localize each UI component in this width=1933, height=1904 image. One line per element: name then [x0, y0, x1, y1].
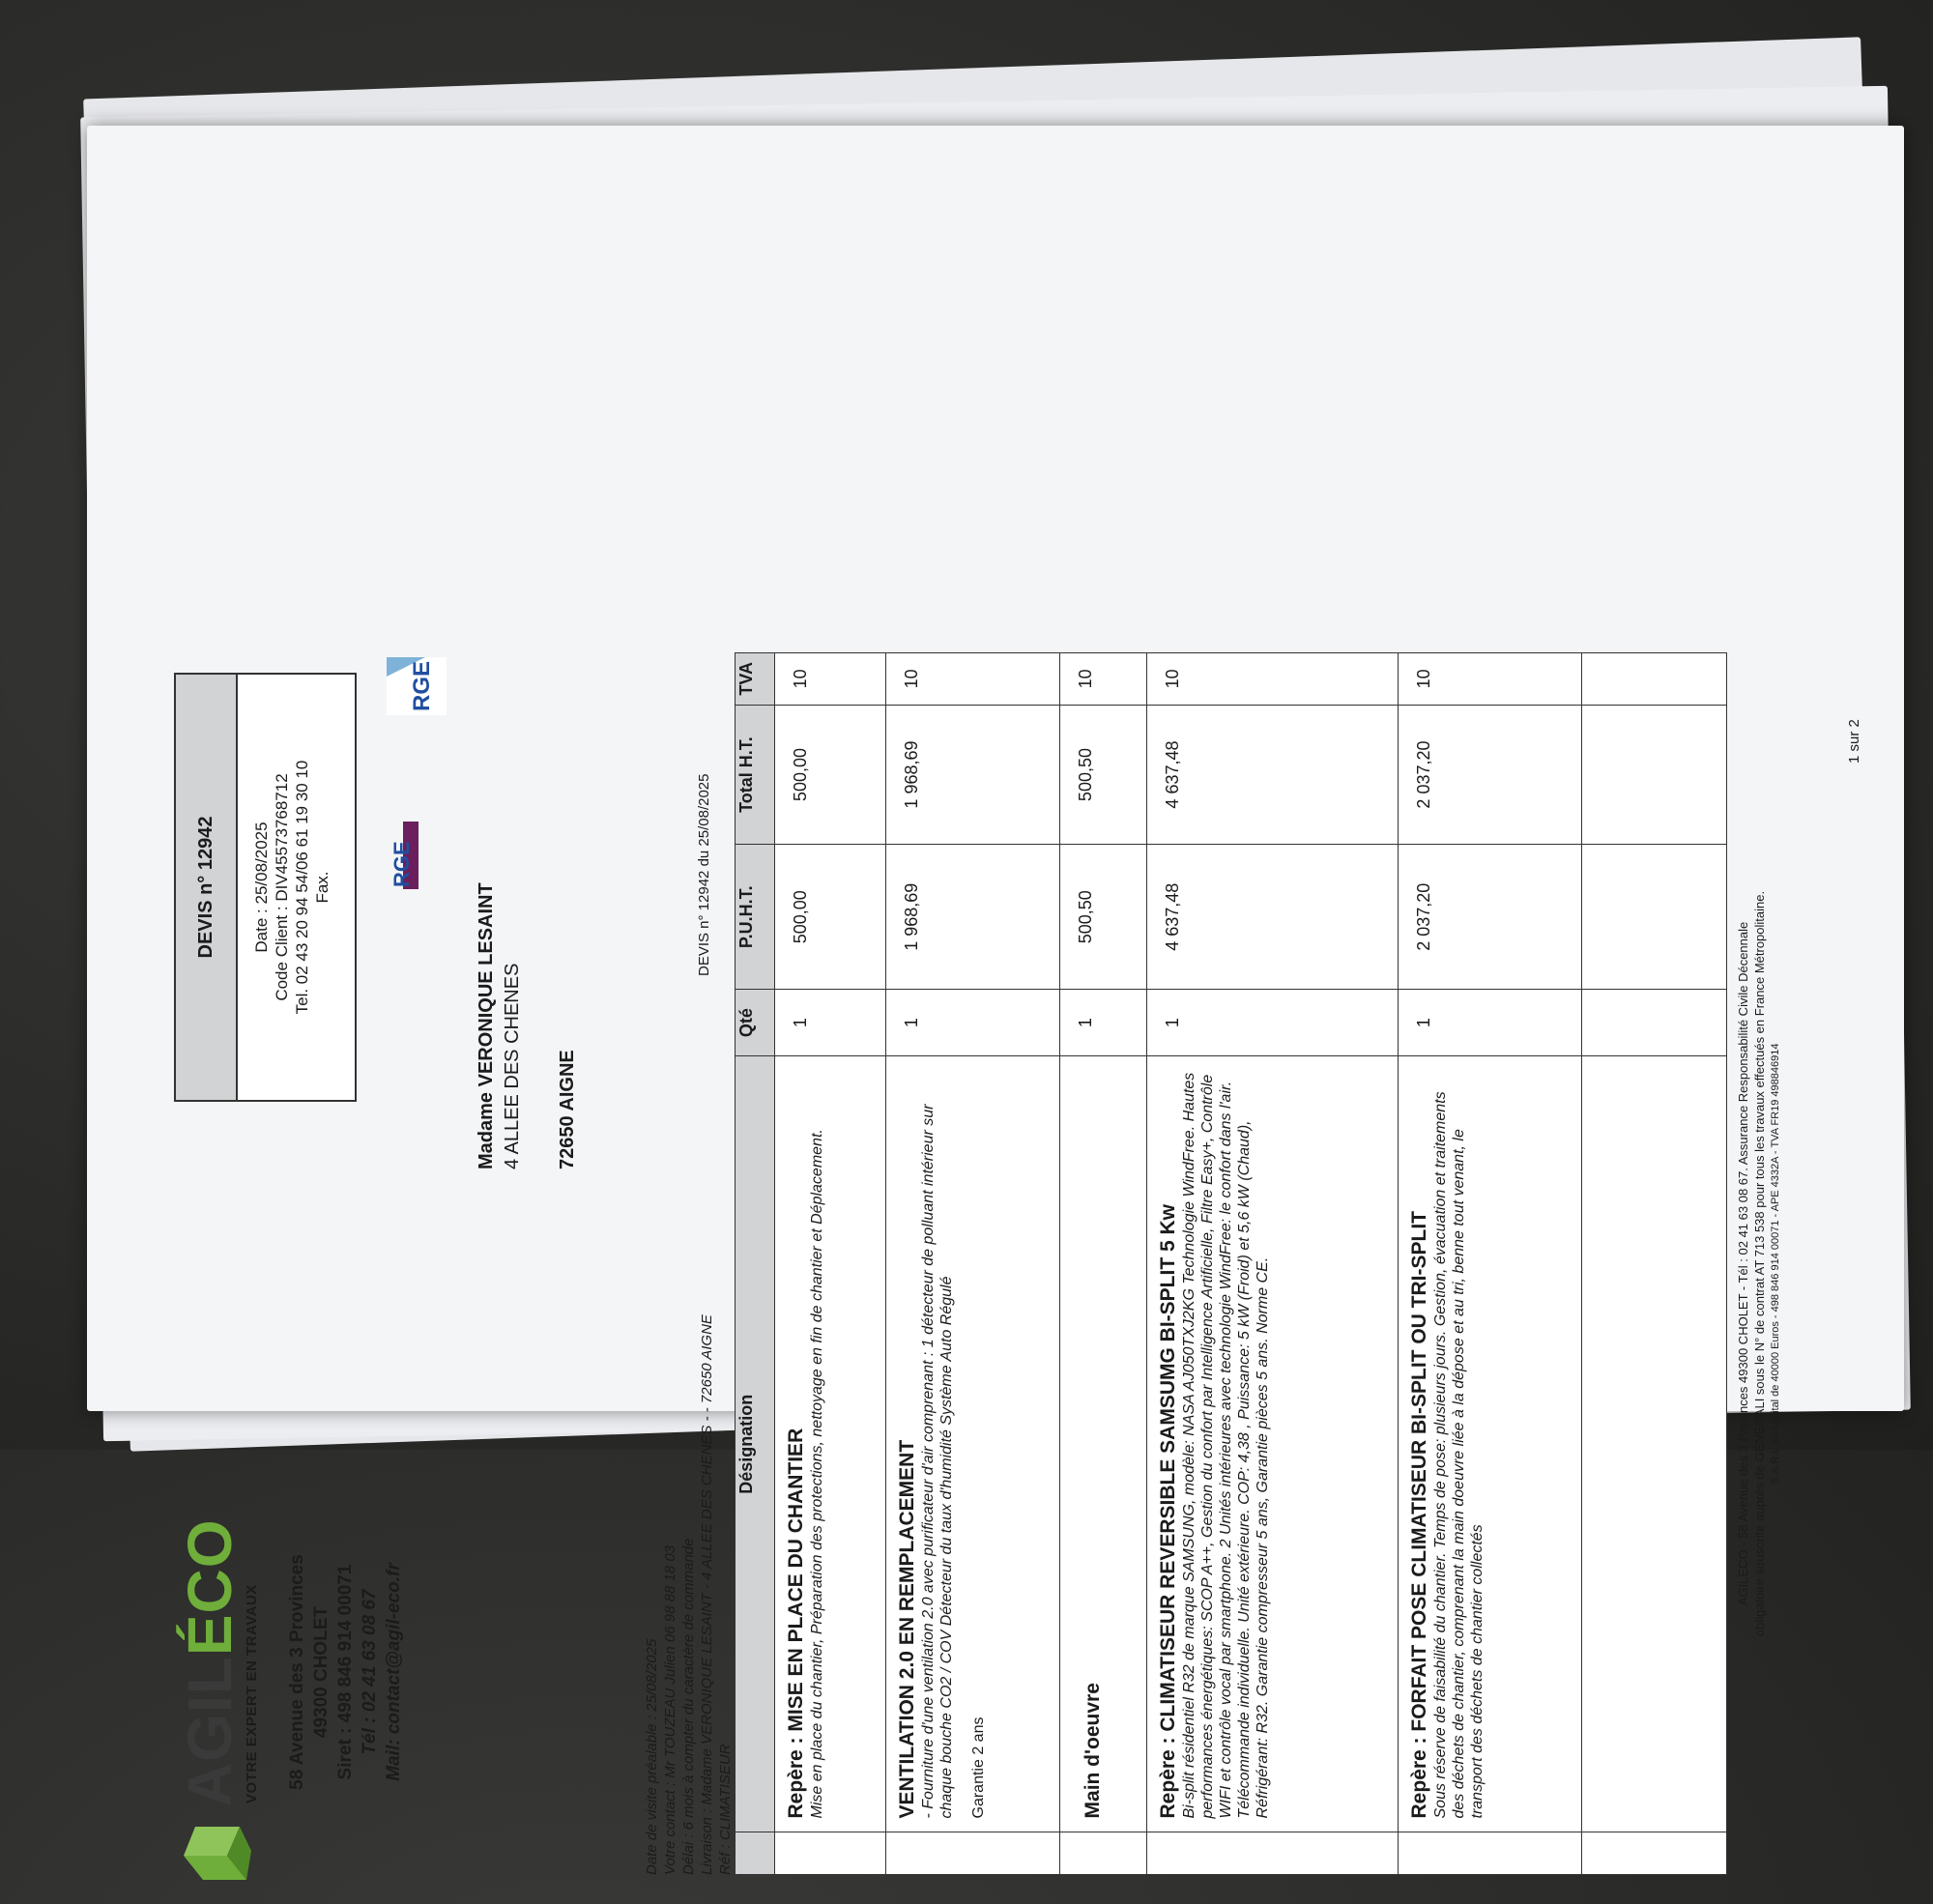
footer-line-3: S.A.R.L au capital de 40000 Euros - 498 846 914 00071 - APE 4332A - TVA FR19 498846914: [1770, 1043, 1781, 1485]
rge-logo-icon: [387, 657, 447, 715]
client-name: Madame VERONIQUE LESAINT: [476, 882, 497, 1169]
agileco-logo-icon: [174, 1817, 251, 1885]
svg-text:RGE: RGE: [389, 841, 414, 887]
header-designation: Désignation: [736, 1055, 775, 1832]
table-row: [886, 653, 1060, 1875]
company-address-block: [285, 1508, 406, 1836]
row-description: - Fourniture d'une ventilation 2.0 avec purificateur d'air comprenant : 1 détecteur de polluant intérieur sur chaque bouche CO2 / COV Détecteur du taux d'humidité Système Auto Régulé: [920, 1104, 955, 1819]
row-qte: 1: [775, 990, 886, 1056]
row-tva: 10: [1147, 653, 1399, 706]
row-title: Repère : CLIMATISEUR REVERSIBLE SAMSUMG BI-SPLIT 5 Kw: [1157, 1203, 1179, 1819]
row-qte: 1: [1399, 990, 1582, 1056]
table-row: [1147, 653, 1399, 1875]
row-title: Repère : MISE EN PLACE DU CHANTIER: [785, 1428, 807, 1819]
row-total: 500,00: [775, 705, 886, 845]
row-pu: 500,50: [1060, 845, 1147, 990]
row-description: Mise en place du chantier, Préparation des protections, nettoyage en fin de chantier et Déplacement.: [809, 1129, 825, 1819]
row-qte: 1: [1147, 990, 1399, 1056]
page-number: 1 sur 2: [1846, 719, 1862, 764]
header-pu: P.U.H.T.: [736, 845, 775, 990]
footer-line-2: obligatoire souscrite auprès de GENERALI sous le N° de contrat AT 713 538 pour tous les travaux effectués en France Métropolitaine.: [1752, 890, 1767, 1637]
devis-fax: Fax.: [313, 871, 332, 904]
table-row: [1399, 653, 1582, 1875]
table-row: [1060, 653, 1147, 1875]
row-tva: 10: [886, 653, 1060, 706]
header-blank: [736, 1832, 775, 1875]
company-siret: Siret : 498 846 914 00071: [335, 1564, 356, 1780]
row-guarantee: Garantie 2 ans: [970, 1716, 987, 1819]
row-title: Main d'oeuvre: [1082, 1683, 1104, 1819]
client-city: 72650 AIGNE: [557, 1050, 578, 1169]
rge-qualibat-logo-icon: [382, 822, 420, 889]
row-tva: 10: [1399, 653, 1582, 706]
row-title: VENTILATION 2.0 EN REMPLACEMENT: [896, 1439, 918, 1819]
quote-document: [116, 657, 1894, 1904]
header-qte: Qté: [736, 990, 775, 1056]
row-total: 1 968,69: [886, 705, 1060, 845]
devis-date: Date : 25/08/2025: [252, 822, 271, 953]
devis-tel: Tel. 02 43 20 94 54/06 61 19 30 10: [293, 760, 311, 1015]
quote-items-table: [735, 652, 1727, 1875]
row-pu: 2 037,20: [1399, 845, 1582, 990]
row-total: 4 637,48: [1147, 705, 1399, 845]
company-tel: Tél : 02 41 63 08 67: [360, 1589, 380, 1755]
meta-delai: Délai : 6 mois à compter du caractère de commande: [680, 1538, 697, 1875]
row-pu: 500,00: [775, 845, 886, 990]
row-tva: 10: [775, 653, 886, 706]
header-tva: TVA: [736, 653, 775, 706]
meta-livraison: Livraison : Madame VERONIQUE LESAINT - 4 ALLEE DES CHENES - - 72650 AIGNE: [699, 1314, 715, 1875]
devis-code-client: Code Client : DIV45573768712: [273, 773, 291, 1001]
meta-visite: Date de visite préalable : 25/08/2025: [644, 1638, 660, 1875]
quote-sheet: [87, 126, 1904, 1875]
table-row-blank: [1582, 653, 1727, 1875]
table-header-row: [736, 653, 775, 1875]
devis-reference: DEVIS n° 12942 du 25/08/2025: [696, 773, 712, 976]
company-mail: Mail: contact@agil-eco.fr: [384, 1563, 404, 1781]
footer-line-1: AGILECO - 58 Avenue des 3 Provinces 49300 CHOLET - Tél : 02 41 63 08 67. Assurance Responsabilité Civile Décennale: [1736, 921, 1750, 1606]
header-total: Total H.T.: [736, 705, 775, 845]
row-pu: 4 637,48: [1147, 845, 1399, 990]
row-pu: 1 968,69: [886, 845, 1060, 990]
quote-meta: [643, 1314, 735, 1875]
company-address: 58 Avenue des 3 Provinces: [287, 1554, 307, 1790]
company-brand: AGILÉCO: [175, 1518, 245, 1807]
company-tagline: VOTRE EXPERT EN TRAVAUX: [244, 1584, 260, 1803]
row-tva: 10: [1060, 653, 1147, 706]
row-total: 500,50: [1060, 705, 1147, 845]
row-description: Sous réserve de faisabilité du chantier. Temps de pose: plusieurs jours. Gestion, évacuation et traitements des déchets de chantier, comprenant la main doeuvre liée à la dépose et au tri, benne tout venant, le transport des déchets de chantier collectés: [1432, 1091, 1486, 1819]
row-qte: 1: [1060, 990, 1147, 1056]
meta-contact: Votre contact : Mr TOUZEAU Julien 06 98 88 18 03: [662, 1544, 678, 1875]
meta-ref: Réf : CLIMATISEUR: [717, 1744, 734, 1875]
client-street: 4 ALLEE DES CHENES: [502, 963, 523, 1169]
client-address-block: [474, 882, 581, 1169]
company-city: 49300 CHOLET: [311, 1605, 332, 1739]
row-title: Repère : FORFAIT POSE CLIMATISEUR BI-SPLIT OU TRI-SPLIT: [1408, 1211, 1430, 1819]
devis-number: DEVIS n° 12942: [176, 675, 238, 1100]
svg-text:RGE: RGE: [409, 660, 435, 711]
row-total: 2 037,20: [1399, 705, 1582, 845]
devis-info-box: [174, 673, 357, 1102]
row-qte: 1: [886, 990, 1060, 1056]
row-description: Bi-split résidentiel R32 de marque SAMSUNG, modèle: NASA AJ050TXJ2KG Technologie WindFree. Hautes performances énergétiques: SCOP A++, Gestion du confort par Intelligence Artificielle, Filtre Easy+, Contrôle WIFI et contrôle vocal par smartphone. 2 Unités intérieures avec technologie WindFree: le confort dans l'air. Télécommande individuelle. Unité extérieure. COP: 4,38 , Puissance: 5 kW (Froid) et 5,6 kW (Chaud), Réfrigérant: R32. Garantie compresseur 5 ans, Garantie pièces 5 ans. Norme CE.: [1181, 1072, 1271, 1819]
legal-footer: [1735, 652, 1784, 1875]
table-row: [775, 653, 886, 1875]
